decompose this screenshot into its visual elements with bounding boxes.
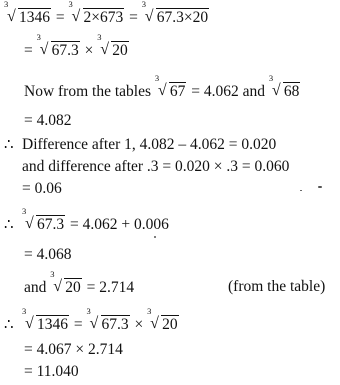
final-result-line: = 11.040 [24,363,79,380]
cube-root-68: 3 √ 68 [268,73,300,100]
table-lookup-line: Now from the tables 3 √ 67 = 4.062 and 3 √ 68 [24,80,301,102]
therefore-symbol: ∴ [4,137,14,153]
value-4.082-line: = 4.082 [24,112,72,129]
value-0.06-line: = 0.06 [22,180,62,197]
cube-root-2x673: 3 √ 2×673 [68,0,124,26]
cube-root-1346-expansion: 3 √ 1346 = 3 √ 2×673 = 3 √ 67.3×20 [4,6,210,28]
final-product-line: ∴ 3 √ 1346 = 3 √ 67.3 × 3 √ 20 [4,313,180,335]
cube-root-1346: 3 √ 1346 [22,306,68,333]
difference-after-1-line: ∴ Difference after 1, 4.082 – 4.062 = 0.020 [4,134,276,156]
multiplication-line: = 4.067 × 2.714 [24,341,123,358]
cube-root-67: 3 √ 67 [154,73,186,100]
scan-speck [154,236,156,238]
cube-root-1346: 3 √ 1346 [4,0,50,26]
cube-root-20: 3 √ 20 [147,306,178,333]
difference-after-.3-line: and difference after .3 = 0.020 × .3 = 0.060 [22,158,290,175]
from-the-table-note: (from the table) [228,278,326,295]
cube-root-20: 3 √ 20 [50,269,81,296]
cube-root-67.3-sum-line: ∴ 3 √ 67.3 = 4.062 + 0.006 [4,213,169,235]
therefore-symbol: ∴ [4,317,14,333]
therefore-symbol: ∴ [4,217,14,233]
cube-root-67.3: 3 √ 67.3 [22,206,65,233]
cube-root-20: 3 √ 20 [97,32,128,59]
cube-root-67.3: 3 √ 67.3 [86,306,129,333]
scan-speck [318,186,322,188]
cube-root-20-table-line: and 3 √ 20 = 2.714 (from the table) [24,276,336,298]
scan-speck [300,190,302,191]
product-of-cube-roots: = 3 √ 67.3 × 3 √ 20 [24,39,130,61]
cube-root-67.3: 3 √ 67.3 [36,32,79,59]
cube-root-67.3x20: 3 √ 67.3×20 [141,0,209,26]
value-4.068-line: = 4.068 [24,246,72,263]
